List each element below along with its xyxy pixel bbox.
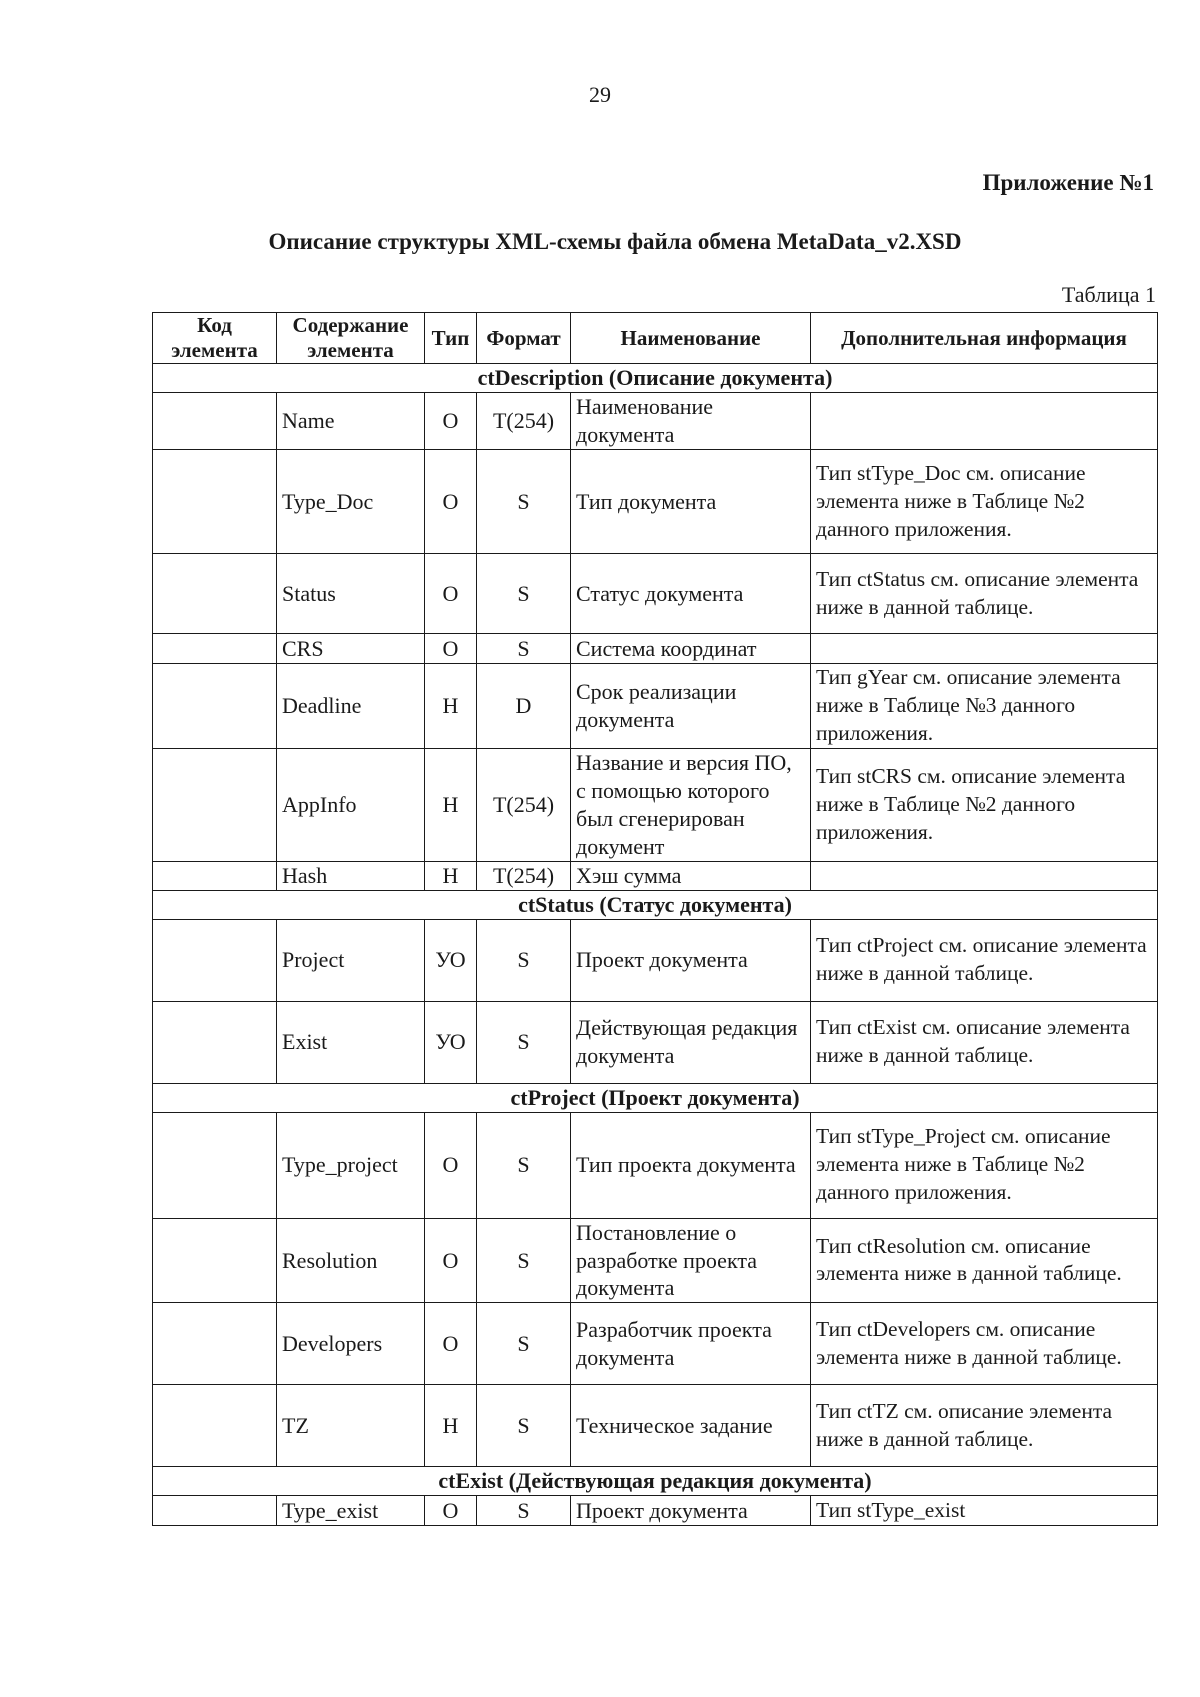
cell-info xyxy=(811,393,1158,450)
section-title: ctStatus (Статус документа) xyxy=(153,890,1158,919)
table-row xyxy=(153,634,1158,664)
cell-info: Тип ctTZ см. описание элемента ниже в данной таблице. xyxy=(811,1385,1158,1467)
cell-type: О xyxy=(425,554,477,634)
cell-type: О xyxy=(425,1112,477,1218)
cell-info xyxy=(811,634,1158,664)
header-info: Дополнительная информация xyxy=(811,313,1158,364)
header-format: Формат xyxy=(477,313,571,364)
header-name: Наименование xyxy=(571,313,811,364)
cell-format: S xyxy=(477,1496,571,1526)
cell-content: Type_Doc xyxy=(277,450,425,554)
cell-content: Status xyxy=(277,554,425,634)
cell-content: TZ xyxy=(277,1385,425,1467)
table-row xyxy=(153,1112,1158,1218)
cell-code xyxy=(153,664,277,749)
cell-type: О xyxy=(425,393,477,450)
cell-format: S xyxy=(477,1001,571,1083)
cell-info: Тип gYear см. описание элемента ниже в Таблице №3 данного приложения. xyxy=(811,664,1158,749)
cell-content: Project xyxy=(277,919,425,1001)
section-title: ctExist (Действующая редакция документа) xyxy=(153,1467,1158,1496)
table-row xyxy=(153,450,1158,554)
table-row xyxy=(153,1385,1158,1467)
cell-code xyxy=(153,1385,277,1467)
section-row xyxy=(153,890,1158,919)
cell-name: Система координат xyxy=(571,634,811,664)
page-number: 29 xyxy=(589,82,611,107)
header-content: Содержание элемента xyxy=(277,313,425,364)
cell-info xyxy=(811,861,1158,890)
cell-code xyxy=(153,393,277,450)
cell-type: УО xyxy=(425,1001,477,1083)
cell-content: Deadline xyxy=(277,664,425,749)
cell-format: S xyxy=(477,450,571,554)
cell-info: Тип ctStatus см. описание элемента ниже в данной таблице. xyxy=(811,554,1158,634)
cell-content: Type_exist xyxy=(277,1496,425,1526)
table-row xyxy=(153,1496,1158,1526)
cell-type: Н xyxy=(425,861,477,890)
cell-name: Проект документа xyxy=(571,1496,811,1526)
document-title: Описание структуры XML-схемы файла обмена MetaData_v2.XSD xyxy=(268,229,962,254)
cell-name: Хэш сумма xyxy=(571,861,811,890)
table-row xyxy=(153,861,1158,890)
cell-code xyxy=(153,1496,277,1526)
cell-code xyxy=(153,554,277,634)
cell-name: Тип документа xyxy=(571,450,811,554)
cell-format: T(254) xyxy=(477,861,571,890)
cell-content: Hash xyxy=(277,861,425,890)
cell-info: Тип ctExist см. описание элемента ниже в данной таблице. xyxy=(811,1001,1158,1083)
header-row xyxy=(153,313,1158,364)
cell-type: О xyxy=(425,1218,477,1303)
cell-info: Тип ctResolution см. описание элемента ниже в данной таблице. xyxy=(811,1218,1158,1303)
cell-code xyxy=(153,749,277,862)
table-body xyxy=(153,364,1158,1526)
cell-code xyxy=(153,1001,277,1083)
table-row xyxy=(153,393,1158,450)
cell-name: Статус документа xyxy=(571,554,811,634)
cell-type: Н xyxy=(425,1385,477,1467)
cell-info: Тип stType_Doc см. описание элемента ниже в Таблице №2 данного приложения. xyxy=(811,450,1158,554)
section-row xyxy=(153,1083,1158,1112)
cell-name: Техническое задание xyxy=(571,1385,811,1467)
cell-code xyxy=(153,1112,277,1218)
cell-code xyxy=(153,861,277,890)
cell-content: Type_project xyxy=(277,1112,425,1218)
cell-name: Разработчик проекта документа xyxy=(571,1303,811,1385)
table-row xyxy=(153,1303,1158,1385)
cell-type: О xyxy=(425,634,477,664)
cell-info: Тип stType_exist xyxy=(811,1496,1158,1526)
cell-info: Тип ctDevelopers см. описание элемента ниже в данной таблице. xyxy=(811,1303,1158,1385)
cell-format: S xyxy=(477,1385,571,1467)
section-row xyxy=(153,1467,1158,1496)
cell-type: Н xyxy=(425,664,477,749)
cell-info: Тип ctProject см. описание элемента ниже в данной таблице. xyxy=(811,919,1158,1001)
table-row xyxy=(153,1001,1158,1083)
cell-format: S xyxy=(477,919,571,1001)
cell-format: S xyxy=(477,634,571,664)
cell-type: Н xyxy=(425,749,477,862)
cell-format: S xyxy=(477,554,571,634)
cell-name: Постановление о разработке проекта документа xyxy=(571,1218,811,1303)
cell-name: Наименование документа xyxy=(571,393,811,450)
cell-format: T(254) xyxy=(477,749,571,862)
cell-type: О xyxy=(425,1496,477,1526)
cell-content: Name xyxy=(277,393,425,450)
cell-format: T(254) xyxy=(477,393,571,450)
section-title: ctProject (Проект документа) xyxy=(153,1083,1158,1112)
cell-content: Exist xyxy=(277,1001,425,1083)
cell-code xyxy=(153,919,277,1001)
cell-name: Тип проекта документа xyxy=(571,1112,811,1218)
xml-schema-table xyxy=(152,312,1158,1526)
cell-format: S xyxy=(477,1303,571,1385)
cell-content: AppInfo xyxy=(277,749,425,862)
cell-content: CRS xyxy=(277,634,425,664)
table-row xyxy=(153,664,1158,749)
cell-type: О xyxy=(425,450,477,554)
cell-name: Действующая редакция документа xyxy=(571,1001,811,1083)
cell-content: Developers xyxy=(277,1303,425,1385)
cell-format: D xyxy=(477,664,571,749)
cell-name: Название и версия ПО, с помощью которого был сгенерирован документ xyxy=(571,749,811,862)
cell-info: Тип stType_Project см. описание элемента ниже в Таблице №2 данного приложения. xyxy=(811,1112,1158,1218)
table-row xyxy=(153,554,1158,634)
cell-code xyxy=(153,1303,277,1385)
cell-code xyxy=(153,634,277,664)
header-code: Код элемента xyxy=(153,313,277,364)
section-row xyxy=(153,364,1158,393)
cell-code xyxy=(153,1218,277,1303)
table-row xyxy=(153,919,1158,1001)
cell-code xyxy=(153,450,277,554)
table-row xyxy=(153,1218,1158,1303)
cell-type: УО xyxy=(425,919,477,1001)
table-row xyxy=(153,749,1158,862)
table-header xyxy=(153,313,1158,364)
cell-type: О xyxy=(425,1303,477,1385)
cell-format: S xyxy=(477,1112,571,1218)
cell-name: Проект документа xyxy=(571,919,811,1001)
appendix-heading: Приложение №1 xyxy=(982,170,1154,195)
section-title: ctDescription (Описание документа) xyxy=(153,364,1158,393)
table-caption: Таблица 1 xyxy=(1061,282,1156,307)
cell-format: S xyxy=(477,1218,571,1303)
cell-content: Resolution xyxy=(277,1218,425,1303)
cell-info: Тип stCRS см. описание элемента ниже в Таблице №2 данного приложения. xyxy=(811,749,1158,862)
header-type: Тип xyxy=(425,313,477,364)
cell-name: Срок реализации документа xyxy=(571,664,811,749)
